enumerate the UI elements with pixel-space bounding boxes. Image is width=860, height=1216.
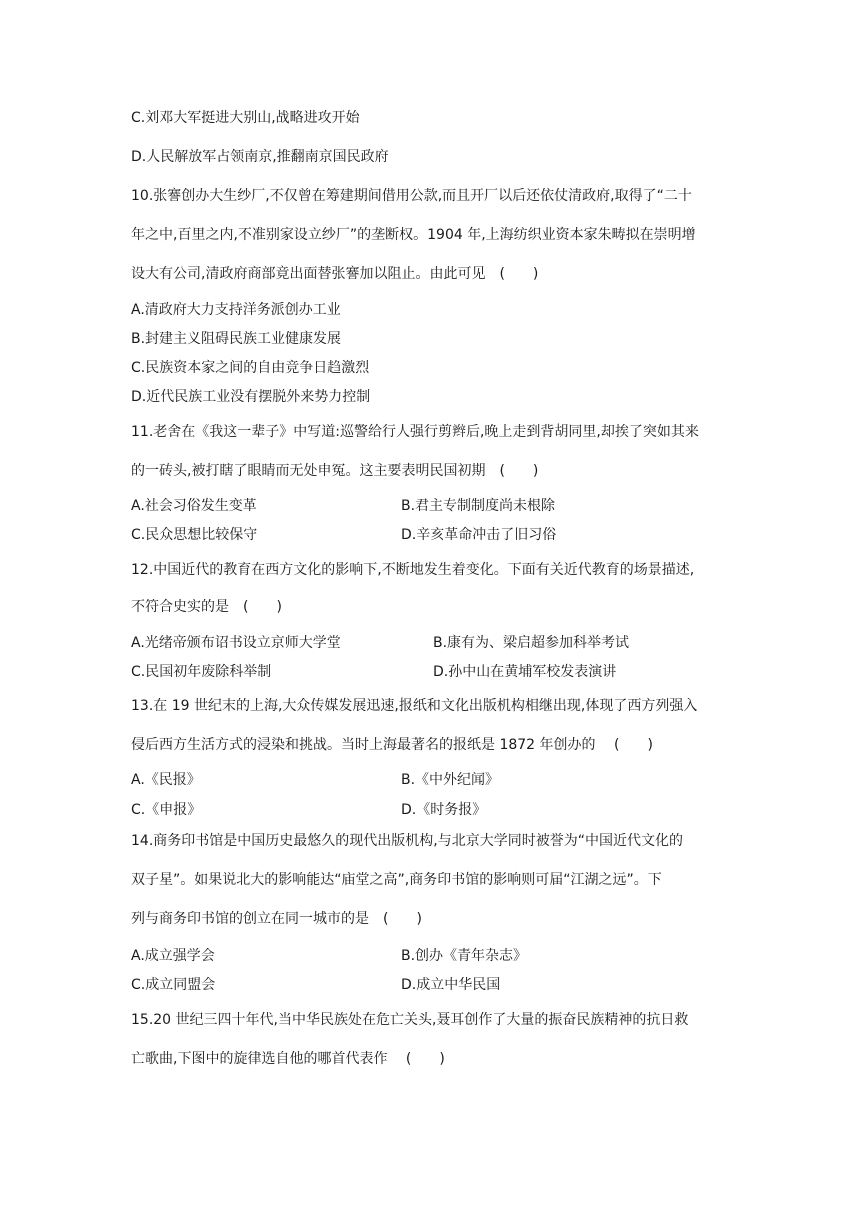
- q13-option-c: C.《申报》: [131, 802, 202, 818]
- q15-stem-line-2: 亡歌曲,下图中的旋律选自他的哪首代表作 ( ): [131, 1051, 445, 1067]
- q11-stem-line-2: 的一砖头,被打瞎了眼睛而无处申冤。这主要表明民国初期 ( ): [131, 463, 539, 479]
- q9-option-c: C.刘邓大军挺进大别山,战略进攻开始: [131, 110, 360, 126]
- q10-option-c: C.民族资本家之间的自由竞争日趋激烈: [131, 360, 370, 376]
- q9-option-d: D.人民解放军占领南京,推翻南京国民政府: [131, 149, 389, 165]
- q14-stem-line-1: 14.商务印书馆是中国历史最悠久的现代出版机构,与北京大学同时被誉为“中国近代文化的: [131, 833, 683, 849]
- q11-option-d: D.辛亥革命冲击了旧习俗: [401, 527, 557, 543]
- q14-option-b: B.创办《青年杂志》: [401, 948, 528, 964]
- q12-option-c: C.民国初年废除科举制: [131, 664, 272, 680]
- q14-stem-line-2: 双子星”。如果说北大的影响能达“庙堂之高”,商务印书馆的影响则可届“江湖之远”。下: [131, 872, 662, 888]
- q13-stem-line-2: 侵后西方生活方式的浸染和挑战。当时上海最著名的报纸是 1872 年创办的 ( ): [131, 737, 653, 753]
- q10-stem-line-3: 设大有公司,清政府商部竟出面替张謇加以阻止。由此可见 ( ): [131, 266, 539, 282]
- q10-option-d: D.近代民族工业没有摆脱外来势力控制: [131, 389, 371, 405]
- q15-stem-line-1: 15.20 世纪三四十年代,当中华民族处在危亡关头,聂耳创作了大量的振奋民族精神的抗日救: [131, 1012, 689, 1028]
- q10-stem-line-1: 10.张謇创办大生纱厂,不仅曾在筹建期间借用公款,而且开厂以后还依仗清政府,取得了“二十: [131, 188, 692, 204]
- q12-option-a: A.光绪帝颁布诏书设立京师大学堂: [131, 635, 341, 651]
- q11-option-c: C.民众思想比较保守: [131, 527, 258, 543]
- q14-option-c: C.成立同盟会: [131, 977, 216, 993]
- q13-stem-line-1: 13.在 19 世纪末的上海,大众传媒发展迅速,报纸和文化出版机构相继出现,体现了西方列强入: [131, 698, 698, 714]
- q14-option-d: D.成立中华民国: [401, 977, 501, 993]
- q11-stem-line-1: 11.老舍在《我这一辈子》中写道:巡警给行人强行剪辫后,晚上走到背胡同里,却挨了突如其来: [131, 424, 699, 440]
- q13-option-d: D.《时务报》: [401, 802, 487, 818]
- q11-option-b: B.君主专制制度尚未根除: [401, 498, 556, 514]
- q14-option-a: A.成立强学会: [131, 948, 215, 964]
- q12-option-d: D.孙中山在黄埔军校发表演讲: [433, 664, 617, 680]
- q12-option-b: B.康有为、梁启超参加科举考试: [433, 635, 630, 651]
- q10-stem-line-2: 年之中,百里之内,不准别家设立纱厂”的垄断权。1904 年,上海纺织业资本家朱畴拟在崇明增: [131, 227, 696, 243]
- q10-option-a: A.清政府大力支持洋务派创办工业: [131, 302, 341, 318]
- q10-option-b: B.封建主义阻碍民族工业健康发展: [131, 331, 342, 347]
- q14-stem-line-3: 列与商务印书馆的创立在同一城市的是 ( ): [131, 911, 422, 927]
- q11-option-a: A.社会习俗发生变革: [131, 498, 257, 514]
- q13-option-b: B.《中外纪闻》: [401, 772, 500, 788]
- q12-stem-line-2: 不符合史实的是 ( ): [131, 599, 282, 615]
- q12-stem-line-1: 12.中国近代的教育在西方文化的影响下,不断地发生着变化。下面有关近代教育的场景描述,: [131, 562, 695, 578]
- q13-option-a: A.《民报》: [131, 772, 201, 788]
